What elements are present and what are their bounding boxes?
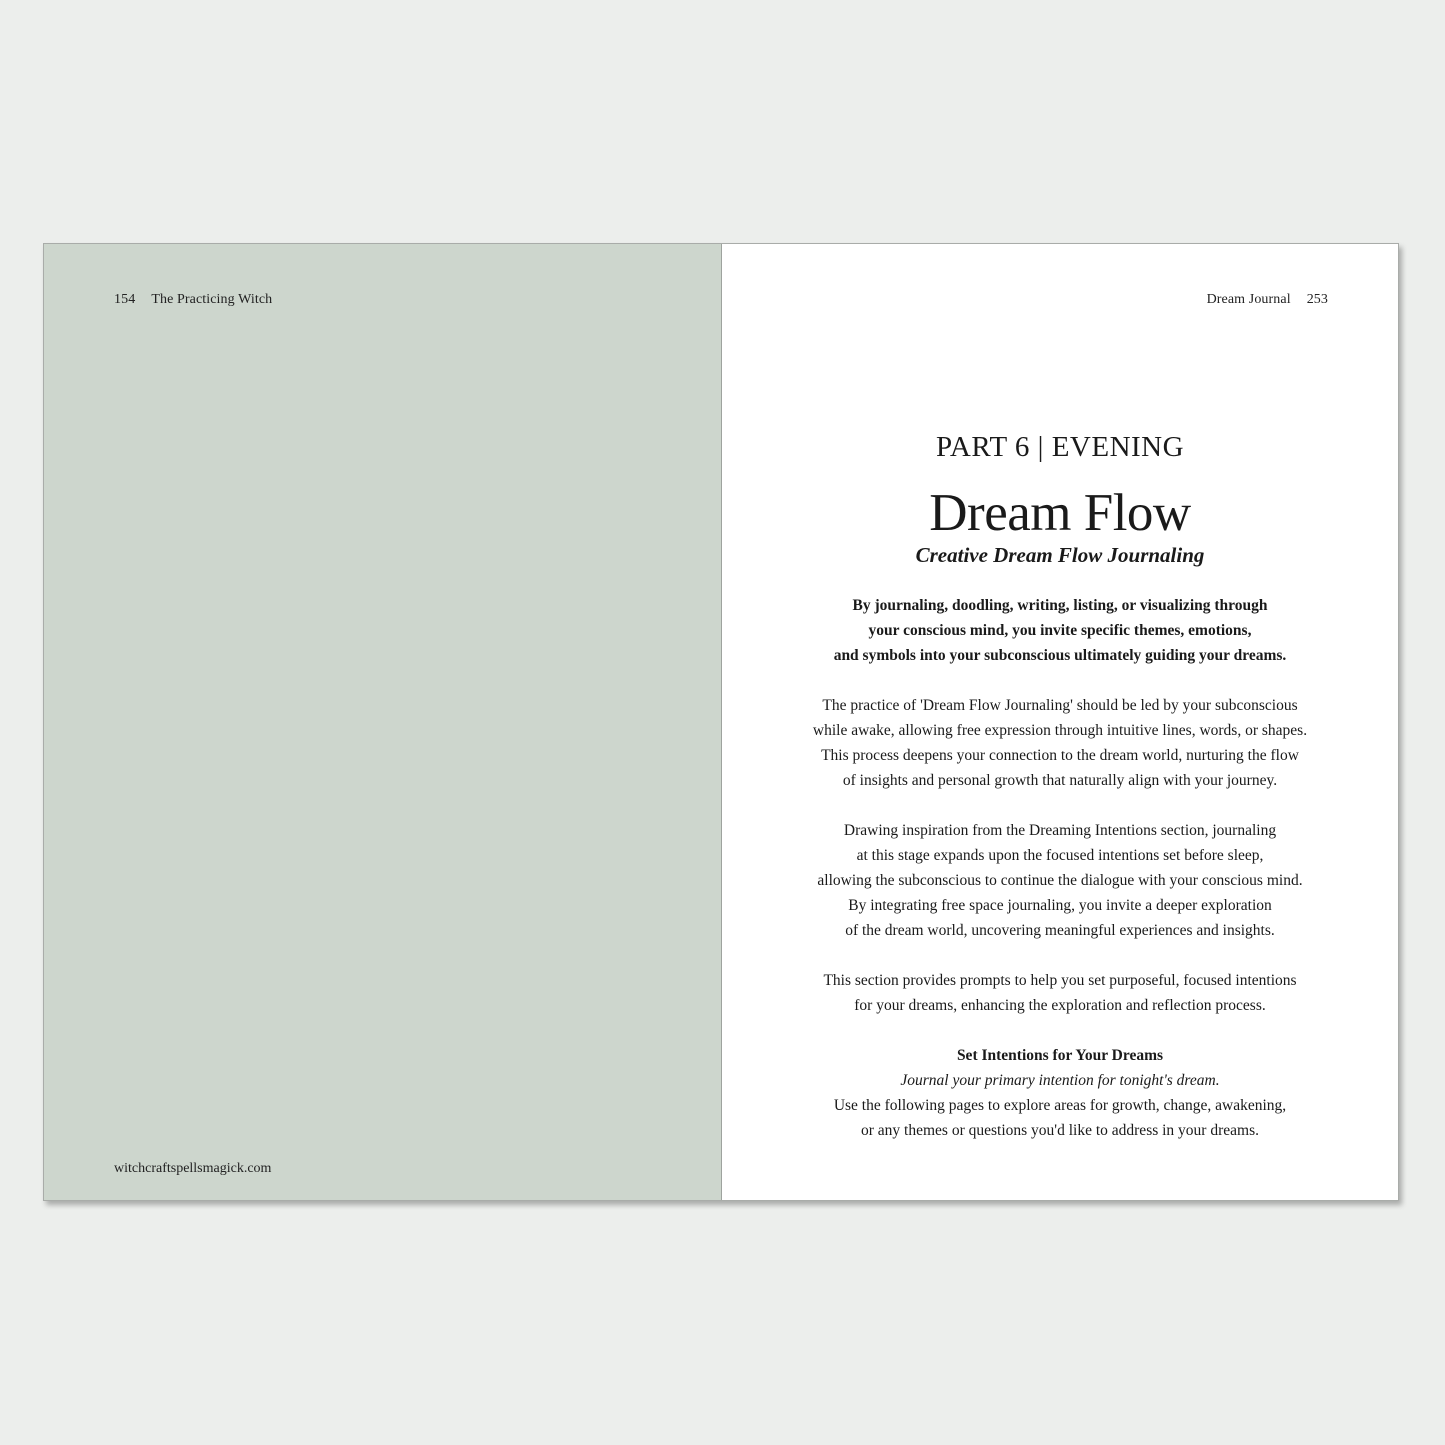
paragraph-inspiration <box>722 818 1398 943</box>
paragraph-line: By integrating free space journaling, you invite a deeper exploration <box>848 897 1272 914</box>
intro-paragraph <box>722 593 1398 668</box>
left-running-title: The Practicing Witch <box>151 292 273 307</box>
paragraph-line: allowing the subconscious to continue the dialogue with your conscious mind. <box>817 872 1303 889</box>
intro-line: your conscious mind, you invite specific themes, emotions, <box>868 622 1252 639</box>
part-label: PART 6 | EVENING <box>935 431 1185 463</box>
paragraph-line: Drawing inspiration from the Dreaming Intentions section, journaling <box>843 822 1277 839</box>
intentions-section <box>722 1043 1398 1143</box>
intro-line: and symbols into your subconscious ultimately guiding your dreams. <box>833 647 1287 664</box>
section-italic-line: Journal your primary intention for tonight's dream. <box>900 1072 1220 1089</box>
book-spread <box>43 243 1399 1201</box>
left-page <box>44 244 722 1200</box>
right-running-head <box>1207 292 1328 308</box>
paragraph-line: The practice of 'Dream Flow Journaling' should be led by your subconscious <box>822 697 1298 714</box>
paragraph-line: while awake, allowing free expression through intuitive lines, words, or shapes. <box>812 722 1308 739</box>
paragraph-line: of the dream world, uncovering meaningful experiences and insights. <box>845 922 1275 939</box>
section-heading: Set Intentions for Your Dreams <box>956 1047 1164 1064</box>
right-page <box>722 244 1398 1200</box>
page-title: Dream Flow <box>929 484 1191 542</box>
paragraph-line: This process deepens your connection to the dream world, nurturing the flow <box>821 747 1299 764</box>
section-line: or any themes or questions you'd like to address in your dreams. <box>861 1122 1259 1139</box>
paragraph-line: of insights and personal growth that naturally align with your journey. <box>842 772 1278 789</box>
footer-url: witchcraftspellsmagick.com <box>114 1161 272 1176</box>
left-page-number: 154 <box>114 292 136 307</box>
section-line: Use the following pages to explore areas for growth, change, awakening, <box>833 1097 1287 1114</box>
page-subtitle: Creative Dream Flow Journaling <box>915 543 1205 567</box>
paragraph-line: for your dreams, enhancing the exploration and reflection process. <box>854 997 1266 1014</box>
right-page-number: 253 <box>1306 292 1328 307</box>
intro-line: By journaling, doodling, writing, listing, or visualizing through <box>852 597 1268 614</box>
paragraph-prompts <box>722 968 1398 1018</box>
paragraph-practice <box>722 693 1398 793</box>
paragraph-line: at this stage expands upon the focused intentions set before sleep, <box>856 847 1264 864</box>
paragraph-line: This section provides prompts to help you set purposeful, focused intentions <box>823 972 1297 989</box>
page-content <box>722 429 1398 1143</box>
left-running-head <box>114 292 272 308</box>
right-running-title: Dream Journal <box>1206 292 1291 307</box>
